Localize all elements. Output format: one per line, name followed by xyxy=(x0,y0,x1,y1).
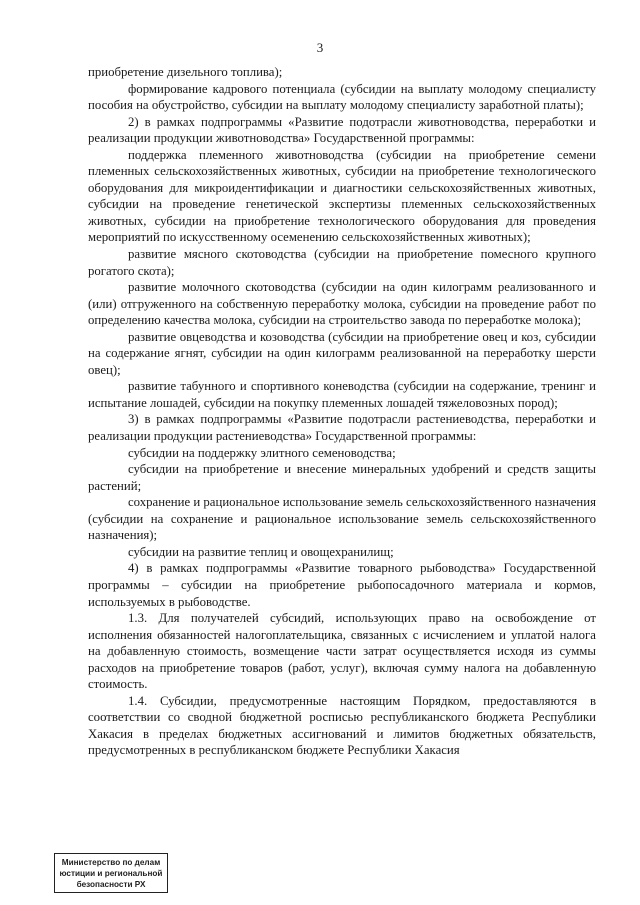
paragraph: поддержка племенного животноводства (субсидии на приобретение семени племенных сельскохозяйственных животных, субсидии на приобретение технологического оборудования для микроидентификации и диагностики сельскохозяйственных животных, субсидии на проведение генетической экспертизы племенных сельскохозяйственных животных, субсидии на приобретение технологического оборудования для проведения мероприятий по искусственному осеменению сельскохозяйственных животных); xyxy=(88,147,596,245)
paragraph: развитие табунного и спортивного коневодства (субсидии на содержание, тренинг и испытание лошадей, субсидии на покупку племенных лошадей тяжеловозных пород); xyxy=(88,379,596,410)
paragraph: субсидии на поддержку элитного семеноводства; xyxy=(128,445,396,460)
stamp-line: Министерство по делам xyxy=(61,858,161,867)
paragraph: субсидии на развитие теплиц и овощехранилищ; xyxy=(128,544,394,559)
paragraph: сохранение и рациональное использование земель сельскохозяйственного назначения (субсидии на сохранение и рациональное использование земель сельскохозяйственного назначения); xyxy=(88,495,596,543)
paragraph: 1.3. Для получателей субсидий, использующих право на освобождение от исполнения обязанностей налогоплательщика, связанных с исчислением и уплатой налога на добавленную стоимость, возмещение части затрат осуществляется исходя из суммы расходов на приобретение товаров (работ, услуг), включая сумму налога на добавленную стоимость. xyxy=(88,611,596,692)
paragraph: 2) в рамках подпрограммы «Развитие подотрасли животноводства, переработки и реализации продукции животноводства» Государственной программы: xyxy=(88,114,596,146)
paragraph: развитие овцеводства и козоводства (субсидии на приобретение овец и коз, субсидии на содержание ягнят, субсидии на один килограмм реализованной на переработку шерсти овец); xyxy=(88,329,596,377)
page-number: 3 xyxy=(316,40,324,55)
stamp-line: юстиции и региональной xyxy=(59,869,163,878)
stamp-line: безопасности РХ xyxy=(76,880,146,889)
paragraph: развитие молочного скотоводства (субсидии на один килограмм реализованного и (или) отгруженного на собственную переработку молока, субсидии на проведение работ по определению качества молока, субсидии на строительство завода по переработке молока); xyxy=(88,280,596,328)
document-body xyxy=(88,64,596,759)
paragraph: 3) в рамках подпрограммы «Развитие подотрасли растениеводства, переработки и реализации продукции растениеводства» Государственной программы: xyxy=(88,412,596,444)
paragraph: 1.4. Субсидии, предусмотренные настоящим Порядком, предоставляются в соответствии со сводной бюджетной росписью республиканского бюджета Республики Хакасия в пределах бюджетных ассигнований и лимитов бюджетных обязательств, предусмотренных в республиканском бюджете Республики Хакасия xyxy=(88,693,596,758)
registration-stamp xyxy=(54,853,168,893)
paragraph: приобретение дизельного топлива); xyxy=(88,65,283,79)
paragraph: развитие мясного скотоводства (субсидии на приобретение помесного крупного рогатого скота); xyxy=(88,247,596,278)
paragraph: субсидии на приобретение и внесение минеральных удобрений и средств защиты растений; xyxy=(88,462,596,493)
paragraph: 4) в рамках подпрограммы «Развитие товарного рыбоводства» Государственной программы – субсидии на приобретение рыбопосадочного материала и кормов, используемых в рыбоводстве. xyxy=(88,561,596,609)
paragraph: формирование кадрового потенциала (субсидии на выплату молодому специалисту пособия на обустройство, субсидии на выплату молодому специалисту заработной платы); xyxy=(88,81,596,113)
